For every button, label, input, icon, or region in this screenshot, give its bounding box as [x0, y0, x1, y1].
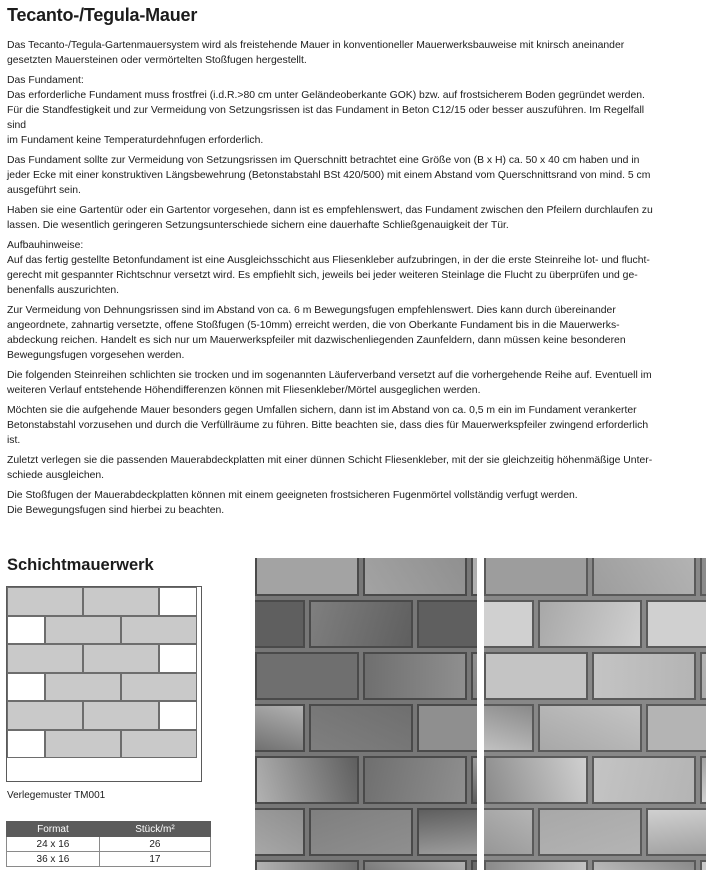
paragraph: [7, 303, 707, 363]
pattern-brick: [83, 701, 159, 730]
pattern-brick: [121, 673, 197, 702]
table-header-row: [7, 822, 211, 837]
wall-stone: [484, 652, 588, 700]
wall-stone: [592, 652, 696, 700]
text-line: abdeckung reichen. Handelt es sich nur um Mauerwerkspfeiler mit dazwischenliegenden Zaunfeldern, dann müssen keine besonderen: [7, 335, 626, 346]
paragraph: [7, 153, 707, 198]
pattern-brick: [159, 587, 197, 616]
paragraph: [7, 453, 707, 483]
paragraph: [7, 203, 707, 233]
wall-stone: [255, 756, 359, 804]
wall-stone: [309, 600, 413, 648]
wall-stone: [255, 600, 305, 648]
text-line: Haben sie eine Gartentür oder ein Gartentor vorgesehen, dann ist es empfehlenswert, das Fundament zwischen den Pfeilern durchlaufen zu: [7, 205, 653, 216]
wall-stone: [538, 808, 642, 856]
text-line: Das erforderliche Fundament muss frostfrei (i.d.R.>80 cm unter Geländeoberkante GOK) bzw. auf frostsicherem Boden gegründet werden.: [7, 90, 645, 101]
text-line: Für die Standfestigkeit und zur Vermeidung von Setzungsrissen ist das Fundament in Beton C12/15 oder besser auszuführen. Im Regelfall: [7, 105, 645, 116]
pattern-brick: [7, 644, 83, 673]
wall-stone: [538, 704, 642, 752]
wall-stone: [417, 600, 477, 648]
wall-photo-light: [484, 558, 706, 870]
text-line: gerecht mit gespannter Richtschnur versetzt wird. Es empfiehlt sich, jeweils bei jeder weiteren Steinlage die Flucht zu überprüfen und ge-: [7, 270, 638, 281]
text-line: benenfalls auszurichten.: [7, 285, 120, 296]
table-row: [7, 837, 211, 852]
pattern-brick: [45, 616, 121, 645]
body-text: [7, 38, 707, 523]
wall-stone: [646, 808, 706, 856]
wall-stone: [363, 860, 467, 870]
text-line: Auf das fertig gestellte Betonfundament ist eine Ausgleichsschicht aus Fliesenkleber aufzubringen, in der die erste Steinreihe lot- und flucht-: [7, 255, 650, 266]
pattern-brick: [7, 673, 45, 702]
wall-stone: [646, 600, 706, 648]
wall-stone: [592, 756, 696, 804]
wall-stone: [309, 808, 413, 856]
table-row: [7, 852, 211, 867]
laying-pattern-diagram: [6, 586, 202, 782]
pattern-brick: [121, 616, 197, 645]
table-cell-count: 17: [99, 852, 210, 867]
pattern-caption: Verlegemuster TM001: [7, 790, 106, 801]
wall-stone: [592, 558, 696, 596]
text-line: schiede ausgleichen.: [7, 470, 105, 481]
table-cell-format: 24 x 16: [7, 837, 100, 852]
wall-stone: [471, 860, 477, 870]
wall-stone: [484, 600, 534, 648]
wall-stone: [255, 652, 359, 700]
text-line: Das Fundament:: [7, 75, 84, 86]
text-line: Die Stoßfugen der Mauerabdeckplatten können mit einem geeigneten frostsicheren Fugenmörtel vollständig verfugt werden.: [7, 490, 578, 501]
paragraph: [7, 488, 707, 518]
pattern-brick: [45, 673, 121, 702]
page-title: Tecanto-/Tegula-Mauer: [7, 5, 198, 25]
text-line: ausgeführt sein.: [7, 185, 81, 196]
pattern-brick: [83, 644, 159, 673]
wall-stone: [471, 756, 477, 804]
text-line: Zuletzt verlegen sie die passenden Mauerabdeckplatten mit einer dünnen Schicht Fliesenkleber, mit der sie gleichzeitig höhenmäßige Unter-: [7, 455, 653, 466]
wall-stone: [592, 860, 696, 870]
text-line: Möchten sie die aufgehende Mauer besonders gegen Umfallen sichern, dann ist im Abstand von ca. 0,5 m ein im Fundament verankerter: [7, 405, 637, 416]
text-line: gesetzten Mauersteinen oder vermörtelten Stoßfugen hergestellt.: [7, 55, 307, 66]
wall-stone: [417, 704, 477, 752]
wall-stone: [363, 652, 467, 700]
text-line: Aufbauhinweise:: [7, 240, 84, 251]
paragraph: [7, 73, 707, 148]
wall-photo-gray: [255, 558, 477, 870]
wall-stone: [309, 704, 413, 752]
table-cell-format: 36 x 16: [7, 852, 100, 867]
wall-stone: [255, 704, 305, 752]
wall-stone: [471, 652, 477, 700]
text-line: Das Tecanto-/Tegula-Gartenmauersystem wird als freistehende Mauer in konventioneller Mauerwerksbauweise mit knirsch aneinander: [7, 40, 625, 51]
pattern-brick: [159, 701, 197, 730]
wall-stone: [417, 808, 477, 856]
wall-stone: [700, 756, 706, 804]
text-line: jeder Ecke mit einer konstruktiven Längsbewehrung (Betonstabstahl BSt 420/500) mit einem Abstand vom Querschnittsrand von mind. 5 cm: [7, 170, 651, 181]
wall-stone: [700, 652, 706, 700]
section-title: Schichtmauerwerk: [7, 556, 154, 574]
text-line: sind: [7, 120, 27, 131]
text-line: Das Fundament sollte zur Vermeidung von Setzungsrissen im Querschnitt betrachtet eine Größe von (B x H) ca. 50 x 40 cm haben und in: [7, 155, 640, 166]
paragraph: [7, 403, 707, 448]
text-line: Zur Vermeidung von Dehnungsrissen sind im Abstand von ca. 6 m Bewegungsfugen empfehlenswert. Dies kann durch übereinander: [7, 305, 616, 316]
text-line: ist.: [7, 435, 21, 446]
wall-stone: [484, 704, 534, 752]
wall-stone: [255, 808, 305, 856]
wall-stone: [471, 558, 477, 596]
text-line: im Fundament keine Temperaturdehnfugen erforderlich.: [7, 135, 264, 146]
text-line: Die folgenden Steinreihen schlichten sie trocken und im sogenannten Läuferverband versetzt auf die vorhergehende Reihe auf. Eventuell im: [7, 370, 652, 381]
text-line: lassen. Die wesentlich geringeren Setzungsunterschiede sichern eine dauerhafte Schließgenauigkeit der Tür.: [7, 220, 509, 231]
text-line: Betonstabstahl vorzusehen und durch die Verfüllräume zu führen. Bitte beachten sie, dass dies für Mauerwerkspfeiler zwingend erforderlich: [7, 420, 649, 431]
pattern-brick: [7, 616, 45, 645]
wall-stone: [255, 558, 359, 596]
text-line: angeordnete, zahnartig versetzte, offene Stoßfugen (5-10mm) erreicht werden, die von Oberkante Fundament bis in die Mauerwerks-: [7, 320, 620, 331]
pattern-brick: [83, 587, 159, 616]
paragraph: [7, 38, 707, 68]
table-header-count: Stück/m²: [99, 822, 210, 837]
paragraph: [7, 368, 707, 398]
pattern-brick: [121, 730, 197, 759]
wall-stone: [700, 860, 706, 870]
pattern-brick: [7, 701, 83, 730]
wall-stone: [255, 860, 359, 870]
pattern-brick: [45, 730, 121, 759]
wall-stone: [484, 558, 588, 596]
paragraph: [7, 238, 707, 298]
text-line: Die Bewegungsfugen sind hierbei zu beachten.: [7, 505, 225, 516]
text-line: weiteren Verlauf entstehende Höhendifferenzen können mit Fliesenkleber/Mörtel ausgeglichen werden.: [7, 385, 481, 396]
wall-stone: [484, 756, 588, 804]
wall-stone: [363, 558, 467, 596]
wall-stone: [646, 704, 706, 752]
wall-stone: [484, 860, 588, 870]
wall-stone: [484, 808, 534, 856]
wall-stone: [700, 558, 706, 596]
format-table: [6, 821, 211, 867]
wall-stone: [538, 600, 642, 648]
table-cell-count: 26: [99, 837, 210, 852]
table-header-format: Format: [7, 822, 100, 837]
pattern-brick: [7, 730, 45, 759]
pattern-brick: [159, 644, 197, 673]
pattern-brick: [7, 587, 83, 616]
wall-stone: [363, 756, 467, 804]
text-line: Bewegungsfugen vorgesehen werden.: [7, 350, 185, 361]
